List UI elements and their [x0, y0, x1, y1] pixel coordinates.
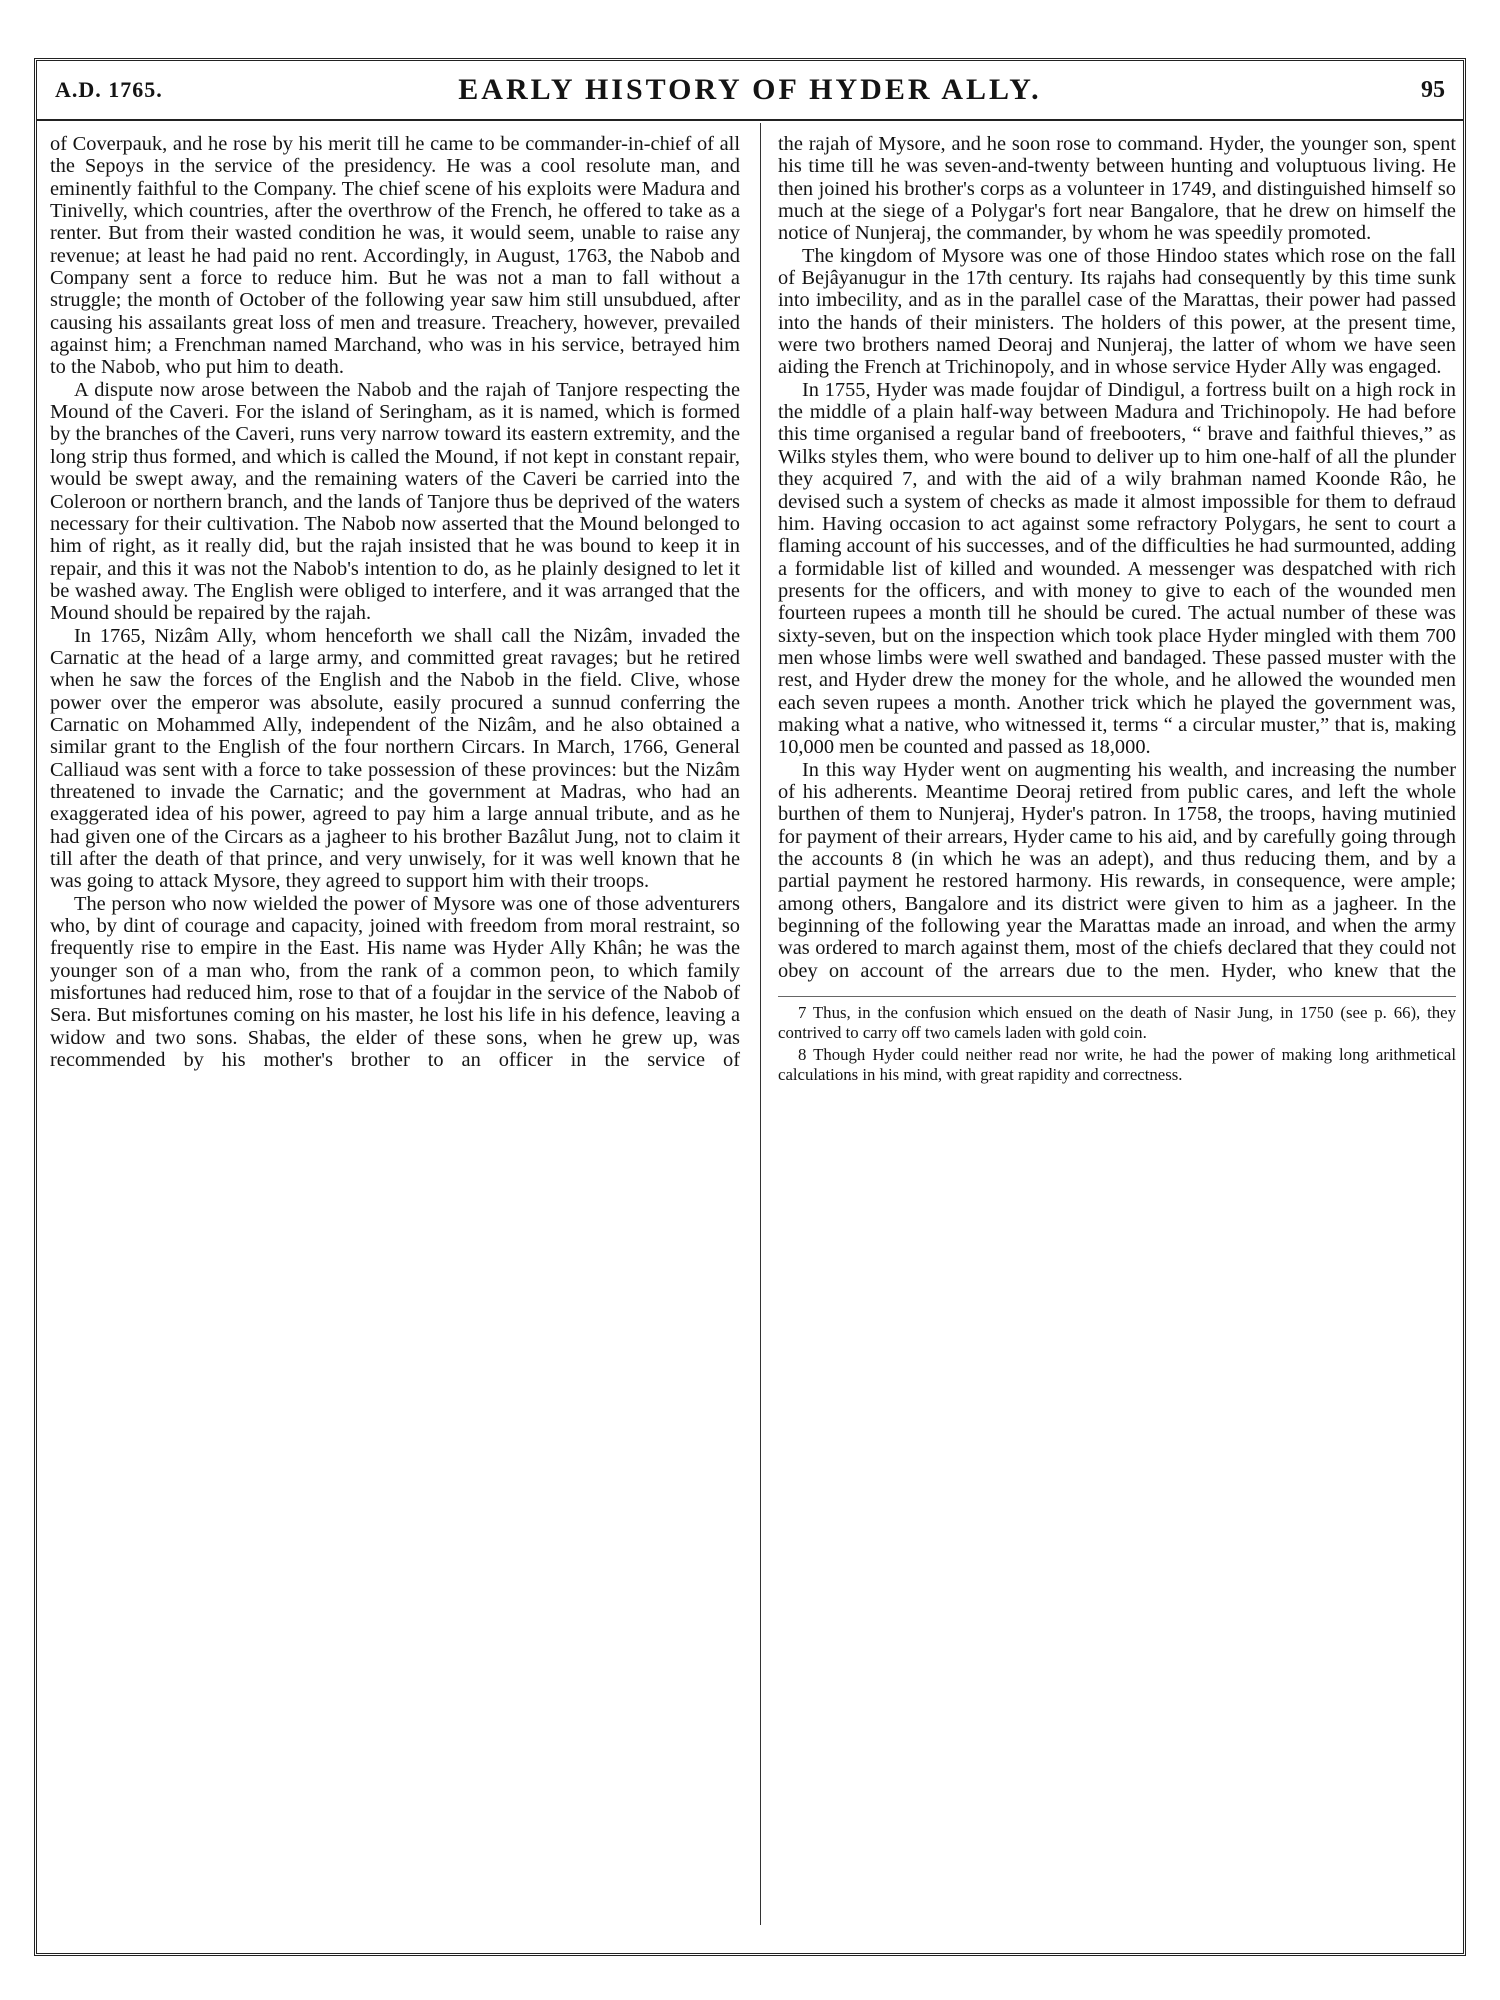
right-paragraph-3: In 1755, Hyder was made foujdar of Dindigul, a fortress built on a high rock in the middle of a plain half-way between Madura and Trichinopoly. He had before this time organised a regular band of freebooters, “ brave and faithful thieves,” as Wilks styles them, who were bound to deliver up to him one-half of all the plunder they acquired 7, and with the aid of a wily brahman named Koonde Râo, he devised such a system of checks as made it almost impossible for them to defraud him. Having occasion to act against some refractory Polygars, he sent to court a flaming account of his successes, and of the difficulties he had surmounted, adding a formidable list of killed and wounded. A messenger was despatched with rich presents for the officers, and with money to give to each of the wounded men fourteen rupees a month till he should be cured. The actual number of these was sixty-seven, but on the inspection which took place Hyder mingled with them 700 men whose limbs were well swathed and bandaged. These passed muster with the rest, and Hyder drew the money for the whole, and he allowed the wounded men each seven rupees a month. Another trick which he played the government was, making what a native, who witnessed it, terms “ a circular muster,” that is, making 10,000 men be counted and passed as 18,000.	[778, 378, 1456, 759]
left-paragraph-3: In 1765, Nizâm Ally, whom henceforth we shall call the Nizâm, invaded the Carnatic at the head of a large army, and committed great ravages; but he retired when he saw the forces of the English and the Nabob in the field. Clive, whose power over the emperor was absolute, easily procured a sunnud conferring the Carnatic on Mohammed Ally, independent of the Nizâm, and he also obtained a similar grant to the English of the four northern Circars. In March, 1766, General Calliaud was sent with a force to take possession of these provinces: but the Nizâm threatened to invade the Carnatic; and the government at Madras, who had an exaggerated idea of his power, agreed to pay him a large annual tribute, and as he had given one of the Circars as a jagheer to his brother Bazâlut Jung, not to claim it till after the death of that prince, and very unwisely, for it was well known that he was going to attack Mysore, they agreed to support him with their troops.	[50, 624, 740, 893]
right-paragraph-2: The kingdom of Mysore was one of those Hindoo states which rose on the fall of Bejâyanugur in the 17th century. Its rajahs had consequently by this time sunk into imbecility, and as in the parallel case of the Marattas, their power had passed into the hands of their ministers. The holders of this power, at the present time, were two brothers named Deoraj and Nunjeraj, the latter of whom we have seen aiding the French at Trichinopoly, and in whose service Hyder Ally was engaged.	[778, 244, 1456, 379]
footnotes	[778, 996, 1456, 1085]
left-paragraph-1: of Coverpauk, and he rose by his merit till he came to be commander-in-chief of all the Sepoys in the service of the presidency. He was a cool resolute man, and eminently faithful to the Company. The chief scene of his exploits were Madura and Tinivelly, which countries, after the overthrow of the French, he offered to take as a renter. But from their wasted condition he was, it would seem, unable to raise any revenue; at least he had paid no rent. Accordingly, in August, 1763, the Nabob and Company sent a force to reduce him. But he was not a man to fall without a struggle; the month of October of the following year saw him still unsubdued, after causing his assailants great loss of men and treasure. Treachery, however, prevailed against him; a Frenchman named Marchand, who was in his service, betrayed him to the Nabob, who put him to death.	[50, 133, 740, 379]
right-paragraph-4: In this way Hyder went on augmenting his wealth, and increasing the number of his adherents. Meantime Deoraj retired from public cares, and left the whole burthen of them to Nunjeraj, Hyder's patron. In 1758, the troops, having mutinied for payment of their arrears, Hyder came to his aid, and by carefully going through the accounts 8 (in which he was an adept), and thus reducing them, and by a partial payment he restored harmony. His rewards, in consequence, were ample; among others, Bangalore and its district were given to him as a jagheer. In the beginning of the following year the Marattas made an inroad, and when the army was ordered to march against them, most of the chiefs declared that they could not obey on account of the arrears due to the men. Hyder, who knew that the	[778, 758, 1456, 982]
footnote-7: 7 Thus, in the confusion which ensued on the death of Nasir Jung, in 1750 (see p. 66), they contrived to carry off two camels laden with gold coin.	[778, 1003, 1456, 1043]
header-rule	[37, 119, 1463, 121]
header-year: A.D. 1765.	[55, 77, 163, 102]
header-title: EARLY HISTORY OF HYDER ALLY.	[458, 73, 1042, 106]
right-column	[778, 133, 1456, 1087]
left-paragraph-2: A dispute now arose between the Nabob and the rajah of Tanjore respecting the Mound of the Caveri. For the island of Seringham, as it is named, which is formed by the branches of the Caveri, runs very narrow toward its eastern extremity, and the long strip thus formed, and which is called the Mound, if not kept in constant repair, would be swept away, and the remaining waters of the Caveri be carried into the Coleroon or northern branch, and the lands of Tanjore thus be deprived of the waters necessary for their cultivation. The Nabob now asserted that the Mound belonged to him of right, as it really did, but the rajah insisted that he was bound to keep it in repair, and this it was not the Nabob's intention to do, as he plainly designed to let it be washed away. The English were obliged to interfere, and it was arranged that the Mound should be repaired by the rajah.	[50, 378, 740, 625]
footnote-8: 8 Though Hyder could neither read nor write, he had the power of making long arithmetical calculations in his mind, with great rapidity and correctness.	[778, 1045, 1456, 1085]
page-number: 95	[1421, 77, 1445, 103]
left-column	[50, 133, 740, 1071]
page	[34, 58, 1466, 1956]
running-header	[45, 71, 1455, 115]
right-paragraph-1: the rajah of Mysore, and he soon rose to command. Hyder, the younger son, spent his time till he was seven-and-twenty between hunting and voluptuous living. He then joined his brother's corps as a volunteer in 1749, and distinguished himself so much at the siege of a Polygar's fort near Bangalore, that he drew on himself the notice of Nunjeraj, the commander, by whom he was speedily promoted.	[778, 133, 1456, 245]
left-paragraph-4: The person who now wielded the power of Mysore was one of those adventurers who, by dint of courage and capacity, joined with freedom from moral restraint, so frequently rise to empire in the East. His name was Hyder Ally Khân; he was the younger son of a man who, from the rank of a common peon, to which family misfortunes had reduced him, rose to that of a foujdar in the service of the Nabob of Sera. But misfortunes coming on his master, he lost his life in his defence, leaving a widow and two sons. Shabas, the elder of these sons, when he grew up, was recommended by his mother's brother to an officer in the service of	[50, 892, 740, 1072]
column-divider	[760, 123, 761, 1925]
